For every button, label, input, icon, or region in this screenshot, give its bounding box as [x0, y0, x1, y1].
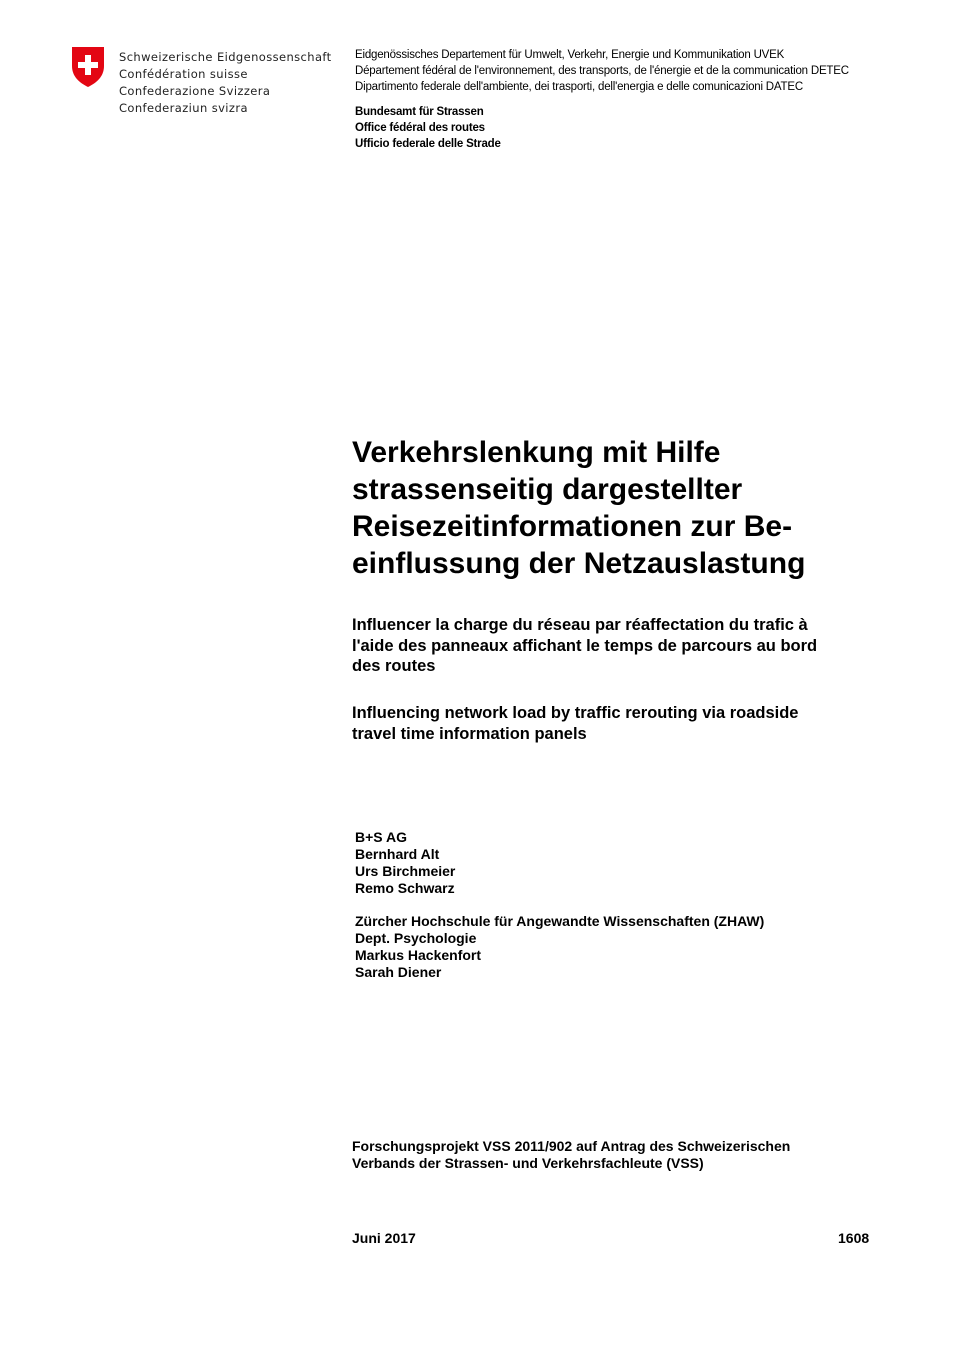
author-line: Dept. Psychologie [355, 930, 477, 946]
research-project-note [352, 1138, 790, 1172]
title-line: strassenseitig dargestellter [352, 473, 743, 506]
office-names [355, 104, 501, 152]
author-line: Sarah Diener [355, 964, 442, 980]
confederation-line: Confédération suisse [119, 67, 248, 81]
confederation-line: Confederazione Svizzera [119, 84, 271, 98]
subtitle-french [352, 615, 892, 677]
confederation-names [119, 49, 332, 117]
author-line: Remo Schwarz [355, 880, 455, 896]
title-line: Reisezeitinformationen zur Be- [352, 510, 793, 543]
department-line: Dipartimento federale dell'ambiente, dei trasporti, dell'energia e delle comunicazioni DATEC [355, 81, 803, 93]
title-line: einflussung der Netzauslastung [352, 547, 806, 580]
office-line: Office fédéral des routes [355, 122, 485, 134]
author-line: B+S AG [355, 829, 407, 845]
publication-date: Juni 2017 [352, 1230, 416, 1246]
subtitle-line: des routes [352, 657, 436, 675]
subtitle-english [352, 703, 892, 744]
confederation-line: Confederaziun svizra [119, 101, 248, 115]
confederation-line: Schweizerische Eidgenossenschaft [119, 50, 332, 64]
author-line: Zürcher Hochschule für Angewandte Wissenschaften (ZHAW) [355, 913, 765, 929]
office-line: Bundesamt für Strassen [355, 106, 484, 118]
author-line: Markus Hackenfort [355, 947, 482, 963]
department-names [355, 47, 849, 95]
department-line: Département fédéral de l'environnement, des transports, de l'énergie et de la communication DETEC [355, 65, 849, 77]
subtitle-line: Influencer la charge du réseau par réaffectation du trafic à [352, 616, 808, 634]
subtitle-line: Influencing network load by traffic rerouting via roadside [352, 704, 799, 722]
subtitle-line: travel time information panels [352, 724, 587, 743]
report-number: 1608 [838, 1230, 870, 1246]
report-title [352, 434, 872, 582]
author-line: Bernhard Alt [355, 846, 440, 862]
author-line: Urs Birchmeier [355, 863, 456, 879]
swiss-coat-of-arms-icon [70, 46, 106, 88]
authors-bs-ag [355, 829, 455, 897]
department-line: Eidgenössisches Departement für Umwelt, Verkehr, Energie und Kommunikation UVEK [355, 49, 785, 61]
project-line: Verbands der Strassen- und Verkehrsfachleute (VSS) [352, 1155, 704, 1171]
project-line: Forschungsprojekt VSS 2011/902 auf Antrag des Schweizerischen [352, 1138, 791, 1154]
office-line: Ufficio federale delle Strade [355, 138, 501, 150]
subtitle-line: l'aide des panneaux affichant le temps de parcours au bord [352, 636, 818, 655]
title-line: Verkehrslenkung mit Hilfe [352, 436, 721, 469]
authors-zhaw [355, 913, 764, 981]
